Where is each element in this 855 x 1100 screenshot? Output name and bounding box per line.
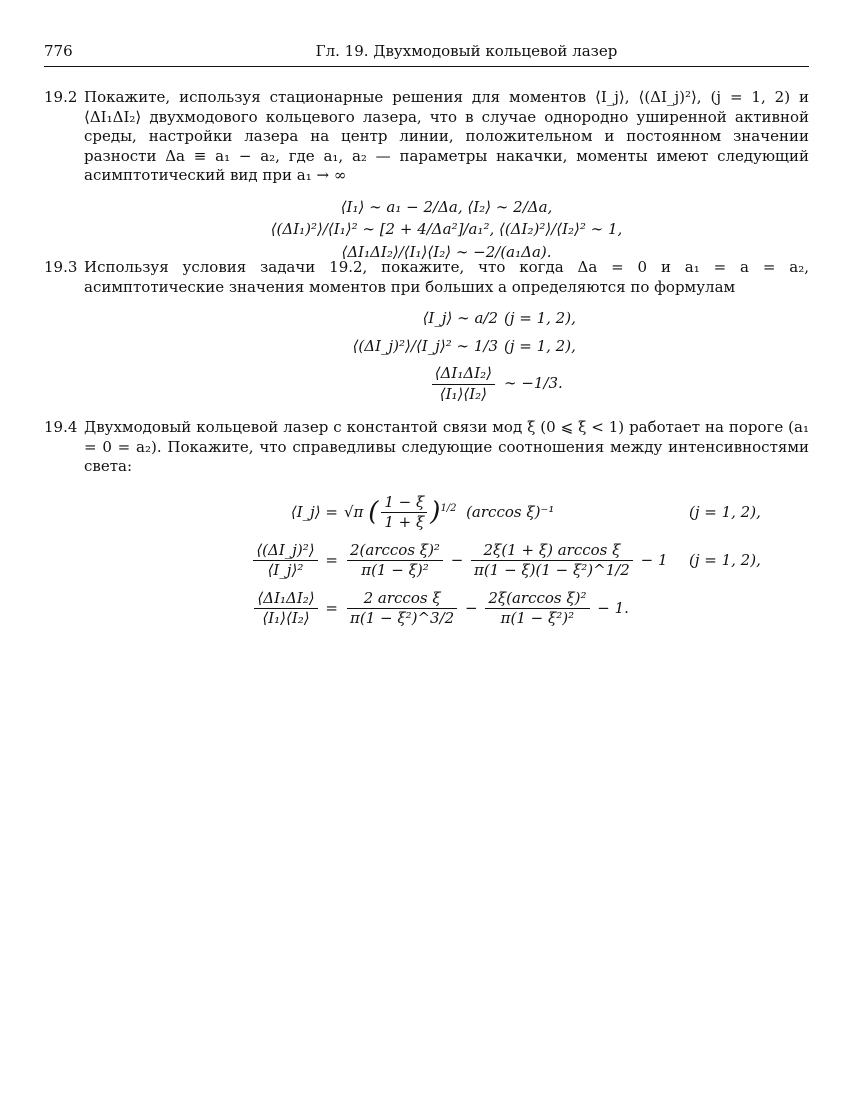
equation-rhs: $\frac{\text{2 arccos ξ}}{\text{π(1 − ξ²)\textasciicircum{}3/2}}$ − $\frac{\text{2ξ(arccos ξ)²}}{\text{π(1 − ξ²)²}}$ − 1. [344, 589, 689, 629]
equation-lhs: $\frac{\text{⟨(ΔI\_j)²⟩}}{\text{⟨I\_j⟩²}}$ = [84, 541, 344, 581]
problem-number: 19.4 [44, 418, 78, 436]
equation-line: ⟨(ΔI₁)²⟩/⟨I₁⟩² ∼ [2 + 4/Δa²]/a₁², ⟨(ΔI₂)²⟩/⟨I₂⟩² ∼ 1, [270, 220, 623, 238]
problem-number: 19.3 [44, 258, 78, 276]
equation-condition: (j = 1, 2), [504, 336, 576, 355]
running-title: Гл. 19. Двухмодовый кольцевой лазер [315, 42, 618, 60]
equation-block [84, 493, 809, 629]
problem-number: 19.2 [44, 88, 78, 106]
equation-lhs: $\frac{\text{⟨ΔI₁ΔI₂⟩}}{\text{⟨I₁⟩⟨I₂⟩}}$ = [84, 589, 344, 629]
problem-19-3 [44, 258, 809, 404]
equation-rhs: $\frac{\text{2(arccos ξ)²}}{\text{π(1 − ξ)²}}$ − $\frac{\text{2ξ(1 + ξ) arccos ξ}}{\text{π(1 − ξ)(1 − ξ²)\textasciicircum{}1/2}}$ − 1 [344, 541, 689, 581]
problem-text: Двухмодовый кольцевой лазер с константой связи мод ξ (0 ⩽ ξ < 1) работает на пороге (a₁ = 0 = a₂). Покажите, что справедливы следующие соотношения между интенсивностями света: [84, 418, 809, 475]
equation-block [84, 309, 809, 404]
equation-condition: (j = 1, 2), [689, 502, 761, 521]
equation-rhs: ∼ −1/3. [504, 374, 563, 393]
equation-lhs: ⟨(ΔI_j)²⟩/⟨I_j⟩² ∼ 1/3 [352, 336, 498, 355]
equation-line: ⟨I₁⟩ ∼ a₁ − 2/Δa, ⟨I₂⟩ ∼ 2/Δa, [340, 197, 553, 216]
problem-text: Используя условия задачи 19.2, покажите, что когда Δa = 0 и a₁ = a = a₂, асимптотические значения моментов при больших a определяются по формулам [84, 258, 809, 296]
fraction: $\frac{\text{⟨ΔI₁ΔI₂⟩}}{\text{⟨I₁⟩⟨I₂⟩}}$ [432, 364, 495, 404]
equation-block [84, 198, 809, 263]
equation-condition: (j = 1, 2), [504, 309, 576, 327]
equation-lhs: ⟨I_j⟩ = [290, 502, 338, 521]
page-header [44, 40, 809, 67]
problem-text: Покажите, используя стационарные решения для моментов ⟨I_j⟩, ⟨(ΔI_j)²⟩, (j = 1, 2) и ⟨ΔI₁ΔI₂⟩ двухмодового кольцевого лазера, что в случае однородно уширенной активной среды, настройки лазера на центр линии, положительном и постоянном значении разности Δa ≡ a₁ − a₂, где a₁, a₂ — параметры накачки, моменты имеют следующий асимптотический вид при a₁ → ∞ [84, 88, 809, 184]
equation-rhs: √π ( $\frac{1 - \xi}{1 + \xi}$ )$^{1/2}$ (arccos ξ)⁻¹ [344, 492, 555, 531]
equation-line: ⟨ΔI₁ΔI₂⟩/⟨I₁⟩⟨I₂⟩ ∼ −2/(a₁Δa). [341, 242, 552, 261]
equation-condition: (j = 1, 2), [689, 550, 761, 569]
equation-lhs: ⟨I_j⟩ ∼ a/2 [422, 309, 498, 327]
page-number: 776 [44, 42, 73, 60]
problem-19-4 [44, 418, 809, 629]
problem-19-2 [44, 88, 809, 265]
